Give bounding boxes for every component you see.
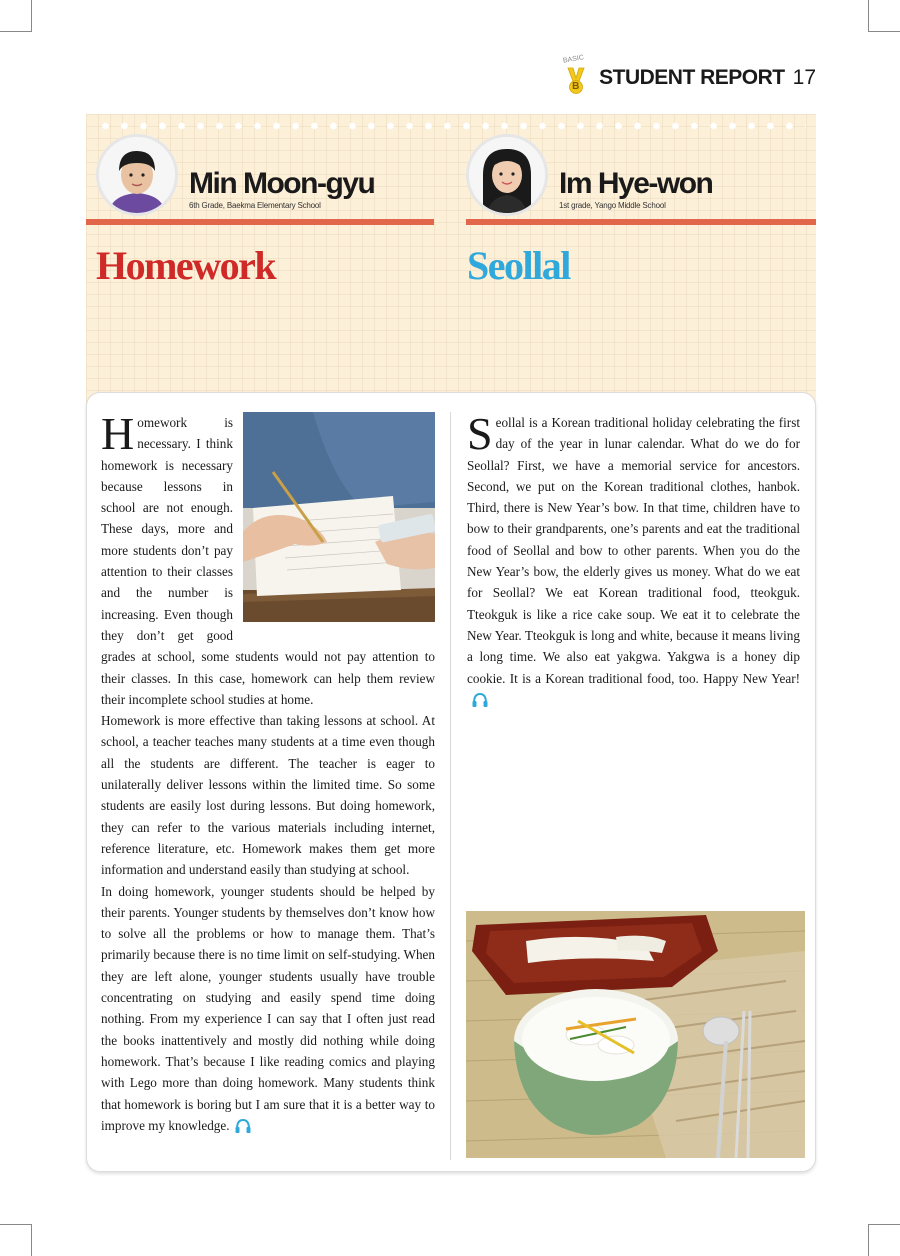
homework-photo (243, 412, 435, 622)
author-name: Im Hye-won (559, 167, 713, 200)
avatar (96, 134, 178, 216)
crop-mark (868, 0, 869, 32)
dropcap-s: S (467, 408, 493, 459)
tteokguk-photo (466, 911, 805, 1158)
crop-mark (868, 1224, 869, 1256)
essay-title-seollal: Seollal (467, 243, 570, 288)
column-divider (450, 412, 451, 1160)
dotted-border (96, 122, 806, 130)
section-title: STUDENT REPORT (599, 66, 785, 89)
homework-paragraph-3: In doing homework, younger students should be helped by their parents. Younger students by themselves don’t know how to solve all the problems or how to manage them. That’s primarily because there is no time limit on self-studying. When they are left alone, younger students usually have trouble concentrating on studying and easily spend time doing nothing. From my experience I can say that I often just read the books inattentively and mostly did nothing while doing homework. That’s because I like reading comics and playing with Lego more than doing homework. Many students think that homework is boring but I am sure that it is a better way to improve my knowledge. (101, 883, 435, 1133)
author-right (466, 134, 712, 216)
author-school: 6th Grade, Baekma Elementary School (189, 201, 321, 210)
dropcap-h: H (101, 408, 135, 459)
seollal-article (467, 408, 800, 710)
crop-mark (0, 31, 32, 32)
homework-paragraph-2: Homework is more effective than taking lessons at school. At school, a teacher teaches many students at a time even though all the students are different. The teacher is eager to unilaterally deliver lessons within the limited time. So some students are easily lost during lessons. But doing homework, they can refer to the various materials including internet, reference literature, etc. Homework makes them get more information and understand easily than studying at school. (101, 713, 435, 878)
crop-mark (31, 0, 32, 32)
accent-rule (86, 219, 434, 225)
homework-paragraph-1: omework is necessary. I think homework is necessary because lessons in school are not enough. These days, more and more students don’t pay attention to their classes and the number is increasing. Even though they don’t get good grades at school, some students would not pay attention to their classes. In this case, homework can help them review their incomplete school studies at home. (101, 415, 435, 707)
crop-mark (0, 1224, 32, 1225)
page-header (561, 54, 816, 98)
crop-mark (31, 1224, 32, 1256)
author-left (96, 134, 374, 216)
seollal-paragraph-1: eollal is a Korean traditional holiday celebrating the first day of the year in lunar calendar. What do we do for Seollal? First, we have a memorial service for ancestors. Second, we put on the Korean traditional clothes, hanbok. Third, there is New Year’s bow. In that time, children have to bow to their grandparents, one’s parents and eat the traditional food of Seollal and bow to other parents. When you do the New Year’s bow, the elderly gives us money. What do we eat for Seollal? We eat Korean traditional food, tteokguk. Tteokguk is like a rice cake soup. We eat it to celebrate the New Year. Tteokguk is long and white, because it means living a long time. We also eat yakgwa. Yakgwa is a honey dip cookie. It is a Korean traditional food, too. Happy New Year! (467, 415, 800, 686)
homework-article (101, 408, 435, 1136)
author-school: 1st grade, Yango Middle School (559, 201, 666, 210)
crop-mark (868, 1224, 900, 1225)
author-name: Min Moon-gyu (189, 167, 375, 200)
essay-title-homework: Homework (96, 243, 276, 288)
badge-letter: B (572, 81, 580, 92)
headphones-icon (234, 1118, 252, 1134)
basic-level-badge (561, 54, 591, 98)
headphones-icon (471, 692, 489, 708)
accent-rule (466, 219, 816, 225)
badge-small-label: BASIC (562, 54, 585, 65)
page-number: 17 (792, 66, 816, 89)
crop-mark (868, 31, 900, 32)
avatar (466, 134, 548, 216)
